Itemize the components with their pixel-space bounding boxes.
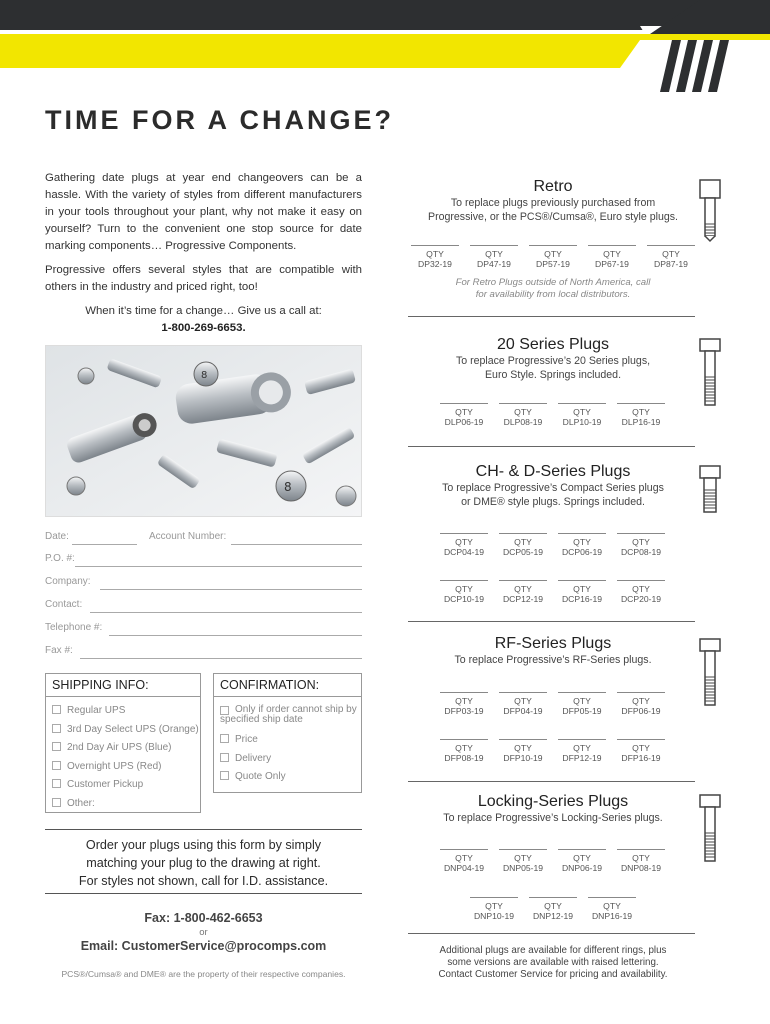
qty-label: QTY: [632, 537, 650, 547]
qty-slot[interactable]: [617, 403, 665, 427]
section-divider: [408, 781, 695, 782]
qty-label: QTY: [426, 249, 444, 259]
locking-series-plug-drawing-icon: [698, 793, 722, 863]
qty-slot[interactable]: [558, 692, 606, 716]
qty-label: QTY: [514, 696, 532, 706]
qty-label: QTY: [455, 584, 473, 594]
plug-part-number: DNP08-19: [620, 863, 662, 873]
form-row-po: [45, 553, 362, 569]
qty-label: QTY: [514, 537, 532, 547]
divider: [45, 893, 362, 894]
qty-label: QTY: [632, 584, 650, 594]
qty-label: QTY: [573, 584, 591, 594]
20-series-subtitle-1: To replace Progressive’s 20 Series plugs,: [455, 355, 651, 367]
qty-label: QTY: [632, 853, 650, 863]
plug-part-number: DNP10-19: [473, 911, 515, 921]
date-field[interactable]: [72, 544, 137, 545]
phone-number[interactable]: 1-800-269-6653.: [161, 322, 246, 334]
company-label: Company:: [45, 576, 91, 587]
additional-line-2: some versions are available with raised lettering.: [447, 957, 659, 968]
qty-slot[interactable]: [440, 692, 488, 716]
qty-label: QTY: [455, 407, 473, 417]
qty-label: QTY: [632, 407, 650, 417]
contact-field[interactable]: [90, 612, 362, 613]
shipping-info-header: SHIPPING INFO:: [46, 674, 200, 697]
confirmation-option-delivery[interactable]: Delivery: [220, 753, 271, 764]
section-divider: [408, 446, 695, 447]
svg-text:8: 8: [284, 480, 292, 494]
locking-series-subtitle-1: To replace Progressive’s Locking-Series plugs.: [443, 812, 663, 824]
shipping-info-box: [45, 673, 201, 813]
ch-d-series-plug-drawing-icon: [698, 464, 722, 514]
qty-slot[interactable]: [647, 245, 695, 269]
or-text: or: [199, 927, 208, 938]
plug-part-number: DCP10-19: [443, 594, 485, 604]
plug-part-number: DP67-19: [595, 259, 629, 269]
plug-part-number: DCP04-19: [443, 547, 485, 557]
qty-label: QTY: [662, 249, 680, 259]
plug-part-number: DLP16-19: [621, 417, 661, 427]
plug-part-number: DCP08-19: [620, 547, 662, 557]
fax-field[interactable]: [80, 658, 362, 659]
qty-slot[interactable]: [440, 533, 488, 557]
fax-label: Fax #:: [45, 645, 73, 656]
qty-slot[interactable]: [499, 580, 547, 604]
qty-label: QTY: [455, 743, 473, 753]
shipping-option-other[interactable]: Other:: [52, 798, 95, 809]
plug-part-number: DFP06-19: [621, 706, 661, 716]
date-plugs-image: [46, 346, 362, 517]
plug-part-number: DFP04-19: [503, 706, 543, 716]
plug-part-number: DNP06-19: [561, 863, 603, 873]
qty-slot[interactable]: [440, 580, 488, 604]
shipping-option-pickup[interactable]: Customer Pickup: [52, 779, 143, 790]
qty-slot[interactable]: [470, 245, 518, 269]
qty-slot[interactable]: [529, 245, 577, 269]
qty-label: QTY: [514, 853, 532, 863]
ch-d-series-subtitle-1: To replace Progressive’s Compact Series plugs: [442, 482, 664, 494]
fax-number[interactable]: Fax: 1-800-462-6653: [144, 911, 263, 925]
retro-plug-drawing-icon: [696, 178, 724, 243]
shipping-option-2nd-day[interactable]: 2nd Day Air UPS (Blue): [52, 742, 172, 753]
plug-part-number: DFP12-19: [562, 753, 602, 763]
po-label: P.O. #:: [45, 553, 75, 564]
trademark-footnote: PCS®/Cumsa® and DME® are the property of their respective companies.: [61, 969, 346, 979]
product-photo: [45, 345, 362, 517]
rf-series-plug-drawing-icon: [698, 637, 722, 707]
qty-label: QTY: [573, 537, 591, 547]
qty-label: QTY: [485, 249, 503, 259]
qty-slot[interactable]: [499, 739, 547, 763]
checkbox-icon[interactable]: [220, 771, 229, 780]
account-number-label: Account Number:: [149, 531, 227, 542]
form-row-date: [45, 531, 362, 547]
checkbox-icon[interactable]: [52, 742, 61, 751]
qty-slot[interactable]: [558, 533, 606, 557]
rf-series-title: RF-Series Plugs: [494, 635, 612, 652]
plug-part-number: DCP12-19: [502, 594, 544, 604]
retro-subtitle-2: Progressive, or the PCS®/Cumsa®, Euro style plugs.: [428, 211, 678, 223]
form-row-fax: [45, 645, 362, 661]
qty-slot[interactable]: [499, 403, 547, 427]
plug-part-number: DLP06-19: [444, 417, 484, 427]
shipping-option-3rd-day[interactable]: 3rd Day Select UPS (Orange): [52, 724, 199, 735]
20-series-plug-drawing-icon: [698, 337, 722, 407]
qty-label: QTY: [544, 249, 562, 259]
section-divider: [408, 621, 695, 622]
order-text-line-3: For styles not shown, call for I.D. assistance.: [78, 874, 329, 888]
plug-part-number: DNP16-19: [591, 911, 633, 921]
plug-part-number: DNP04-19: [443, 863, 485, 873]
additional-line-1: Additional plugs are available for different rings, plus: [439, 945, 667, 956]
checkbox-icon[interactable]: [220, 734, 229, 743]
qty-slot[interactable]: [558, 739, 606, 763]
confirmation-box: [213, 673, 362, 793]
date-label: Date:: [45, 531, 69, 542]
contact-label: Contact:: [45, 599, 83, 610]
plug-part-number: DFP16-19: [621, 753, 661, 763]
plug-part-number: DCP05-19: [502, 547, 544, 557]
qty-slot[interactable]: [499, 533, 547, 557]
checkbox-icon[interactable]: [52, 779, 61, 788]
telephone-field[interactable]: [109, 635, 362, 636]
qty-label: QTY: [573, 743, 591, 753]
qty-label: QTY: [603, 249, 621, 259]
qty-label: QTY: [455, 537, 473, 547]
qty-slot[interactable]: [617, 739, 665, 763]
qty-slot[interactable]: [529, 897, 577, 921]
additional-line-3: Contact Customer Service for pricing and availability.: [438, 969, 668, 980]
checkbox-icon[interactable]: [52, 798, 61, 807]
section-divider: [408, 316, 695, 317]
plug-part-number: DFP10-19: [503, 753, 543, 763]
shipping-option-regular-ups[interactable]: Regular UPS: [52, 705, 125, 716]
plug-part-number: DFP08-19: [444, 753, 484, 763]
retro-note-1: For Retro Plugs outside of North America, call: [455, 277, 651, 288]
retro-subtitle-1: To replace plugs previously purchased from: [450, 197, 656, 209]
retro-note-2: for availability from local distributors.: [475, 289, 631, 300]
qty-label: QTY: [455, 696, 473, 706]
qty-label: QTY: [573, 853, 591, 863]
plug-part-number: DCP20-19: [620, 594, 662, 604]
po-field[interactable]: [75, 566, 362, 567]
plug-part-number: DCP06-19: [561, 547, 603, 557]
email-address[interactable]: Email: CustomerService@procomps.com: [80, 939, 327, 953]
qty-label: QTY: [514, 743, 532, 753]
plug-part-number: DP87-19: [654, 259, 688, 269]
retro-title: Retro: [533, 178, 573, 195]
divider: [45, 829, 362, 830]
confirmation-option-quote[interactable]: Quote Only: [220, 771, 286, 782]
qty-label: QTY: [455, 853, 473, 863]
qty-slot[interactable]: [617, 580, 665, 604]
account-number-field[interactable]: [231, 544, 362, 545]
checkbox-icon[interactable]: [52, 724, 61, 733]
company-field[interactable]: [100, 589, 362, 590]
qty-slot[interactable]: [440, 739, 488, 763]
qty-slot[interactable]: [558, 580, 606, 604]
svg-text:8: 8: [201, 370, 208, 381]
order-text-line-1: Order your plugs using this form by simply: [85, 838, 322, 852]
call-line: When it’s time for a change… Give us a call at:: [85, 305, 322, 317]
qty-slot[interactable]: [558, 849, 606, 873]
qty-slot[interactable]: [617, 692, 665, 716]
qty-slot[interactable]: [470, 897, 518, 921]
shipping-option-overnight[interactable]: Overnight UPS (Red): [52, 761, 161, 772]
qty-slot[interactable]: [440, 849, 488, 873]
qty-label: QTY: [573, 407, 591, 417]
intro-paragraph-1: Gathering date plugs at year end changeovers can be a hassle. With the variety of styles from different manufacturers in your tools throughout your plant, why not make it easy on yourself? Turn to the convenient one stop source for date marking components… Progressive Components.: [45, 172, 362, 252]
locking-series-title: Locking-Series Plugs: [477, 793, 629, 810]
qty-slot[interactable]: [617, 849, 665, 873]
qty-slot[interactable]: [440, 403, 488, 427]
plug-part-number: DP47-19: [477, 259, 511, 269]
order-text-line-2: matching your plug to the drawing at right.: [86, 856, 321, 870]
ch-d-series-title: CH- & D-Series Plugs: [475, 463, 631, 480]
confirmation-option-ship-date[interactable]: Only if order cannot ship by specified ship date: [220, 704, 357, 725]
qty-label: QTY: [485, 901, 503, 911]
form-row-company: [45, 576, 362, 592]
qty-label: QTY: [573, 696, 591, 706]
checkbox-icon[interactable]: [52, 761, 61, 770]
qty-label: QTY: [514, 407, 532, 417]
qty-slot[interactable]: [411, 245, 459, 269]
plug-part-number: DFP03-19: [444, 706, 484, 716]
form-row-contact: [45, 599, 362, 615]
qty-slot[interactable]: [499, 692, 547, 716]
plug-part-number: DP57-19: [536, 259, 570, 269]
plug-part-number: DNP05-19: [502, 863, 544, 873]
20-series-title: 20 Series Plugs: [496, 336, 610, 353]
intro-paragraph-2: Progressive offers several styles that are compatible with others in the industry and priced right, too!: [45, 264, 362, 293]
confirmation-option-price[interactable]: Price: [220, 734, 258, 745]
ch-d-series-subtitle-2: or DME® style plugs. Springs included.: [461, 496, 645, 508]
form-row-telephone: [45, 622, 362, 638]
plug-part-number: DP32-19: [418, 259, 452, 269]
qty-slot[interactable]: [588, 897, 636, 921]
20-series-subtitle-2: Euro Style. Springs included.: [484, 369, 622, 381]
plug-part-number: DCP16-19: [561, 594, 603, 604]
qty-label: QTY: [544, 901, 562, 911]
rf-series-subtitle-1: To replace Progressive’s RF-Series plugs.: [454, 654, 652, 666]
confirmation-header: CONFIRMATION:: [214, 674, 361, 697]
plug-part-number: DFP05-19: [562, 706, 602, 716]
plug-part-number: DNP12-19: [532, 911, 574, 921]
qty-slot[interactable]: [617, 533, 665, 557]
qty-label: QTY: [632, 696, 650, 706]
qty-label: QTY: [603, 901, 621, 911]
checkbox-icon[interactable]: [52, 705, 61, 714]
plug-part-number: DLP08-19: [503, 417, 543, 427]
page-title: TIME FOR A CHANGE?: [45, 105, 394, 135]
checkbox-icon[interactable]: [220, 753, 229, 762]
section-divider: [408, 933, 695, 934]
stripes-logo-icon: [660, 40, 729, 92]
qty-label: QTY: [514, 584, 532, 594]
header-banner: [0, 0, 770, 100]
plug-part-number: DLP10-19: [562, 417, 602, 427]
qty-slot[interactable]: [588, 245, 636, 269]
qty-label: QTY: [632, 743, 650, 753]
telephone-label: Telephone #:: [45, 622, 103, 633]
qty-slot[interactable]: [499, 849, 547, 873]
qty-slot[interactable]: [558, 403, 606, 427]
